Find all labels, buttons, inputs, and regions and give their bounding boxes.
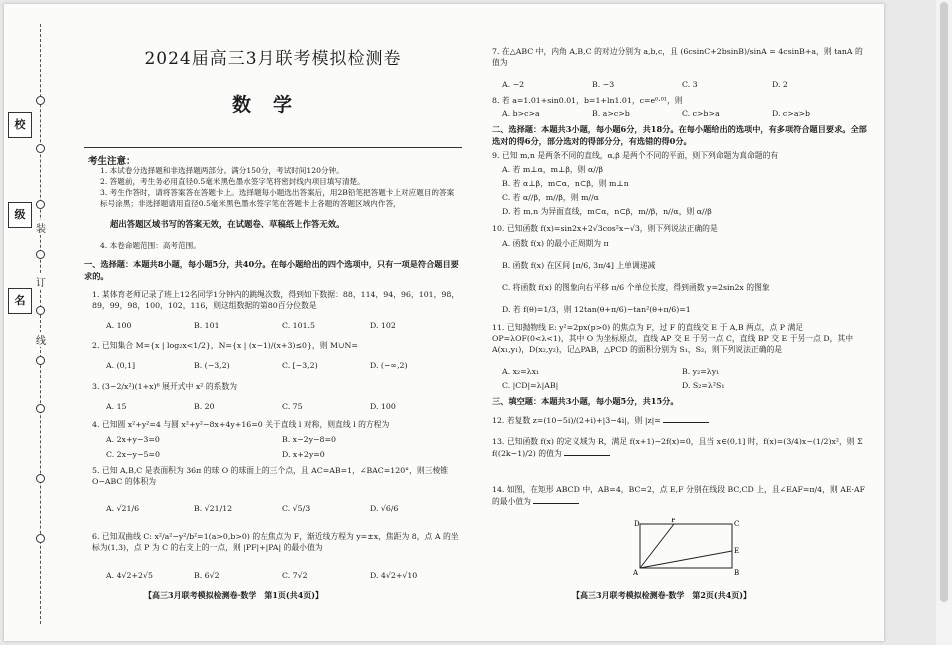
option-line: B. 函数 f(x) 在区间 [π/6, 3π/4] 上单调递减 [502, 261, 656, 270]
answer-blank [663, 414, 709, 423]
option: B. 6√2 [194, 571, 220, 580]
option: B. √21/12 [194, 504, 233, 513]
option: B. y₂=λy₁ [682, 367, 720, 376]
question-7: 7. 在△ABC 中，内角 A,B,C 的对边分别为 a,b,c，且 (6csinC+2bsinB)/sinA = 4csinB+a，则 tanA 的值为 [492, 47, 863, 67]
options-4a [106, 435, 458, 444]
footer-right: 【高三3月联考模拟检测卷·数学 第2页(共4页)】 [572, 590, 752, 600]
option: A. −2 [502, 80, 525, 89]
option: B. 20 [194, 402, 215, 411]
binding-hole [36, 356, 45, 365]
option: B. 101 [194, 321, 220, 330]
options-5 [106, 504, 458, 513]
option: B. a>c>b [592, 109, 630, 118]
notice-item-bold: 超出答题区域书写的答案无效，在试题卷、草稿纸上作答无效。 [110, 219, 345, 229]
question-12 [492, 414, 709, 426]
question-12-text: 12. 若复数 z=(10−5i)/(2+i)+|3−4i|，则 |z|= [492, 416, 661, 425]
binding-hole [36, 534, 45, 543]
label-b: B [734, 569, 740, 576]
options-7 [502, 80, 862, 89]
binding-hole [36, 404, 45, 413]
notice-item: 4. 本卷命题范围：高考范围。 [100, 241, 201, 250]
binding-char: 线 [36, 332, 46, 347]
question-14 [492, 484, 868, 507]
binding-hole [36, 96, 45, 105]
option: A. 100 [106, 321, 132, 330]
question-5: 5. 已知 A,B,C 是表面积为 36π 的球 O 的球面上的三个点，且 AC=AB=1，∠BAC=120°，则三棱锥 O−ABC 的体积为 [92, 466, 449, 486]
rectangle-abcd [640, 524, 732, 568]
binding-char: 装 [36, 220, 46, 235]
section3-heading: 三、填空题：本题共3小题，每小题5分，共15分。 [492, 396, 679, 406]
question-6: 6. 已知双曲线 C: x²/a²−y²/b²=1(a>0,b>0) 的左焦点为 F，渐近线方程为 y=±x，焦距为 8，点 A 的坐标为(1,3)，点 P 为 C 的右支上的一点，则 |PF|+|PA| 的最小值为 [92, 532, 459, 552]
option-line: B. 若 α⊥β，m⊂α，n⊂β，则 m⊥n [502, 179, 629, 188]
name-box: 名 [8, 288, 32, 314]
question-1: 1. 某体育老师记录了班上12名同学1分钟内的跳绳次数，得到如下数据：88，114，94，96，101，98，89，99，98，100，102，116，则这组数据的第80百分位数是 [92, 290, 460, 310]
section2-heading: 二、选择题：本题共3小题，每小题6分，共18分。在每小题给出的选项中，有多项符合题目要求。全部选对的得6分，部分选对的得部分分，有选错的得0分。 [492, 124, 867, 146]
subject-title: 数学 [231, 94, 314, 116]
options-11a [502, 367, 862, 376]
option-line: D. 若 m,n 为异面直线，m⊂α，n⊂β，m//β，n//α，则 α//β [502, 207, 712, 216]
question-14-text: 14. 如图，在矩形 ABCD 中，AB=4，BC=2，点 E,F 分别在线段 BC,CD 上，且∠EAF=π/4，则 AE·AF 的最小值为 [492, 485, 866, 506]
option-line: D. 若 f(θ)=1/3，则 12tan(θ+π/6)−tan²(θ+π/6)=1 [502, 305, 691, 314]
segment-af [640, 524, 674, 568]
binding-hole [36, 306, 45, 315]
notice-item: 3. 考生作答时，请将答案答在答题卡上。选择题每小题选出答案后，用2B铅笔把答题卡上对应题目的答案标号涂黑；非选择题请用直径0.5毫米黑色墨水签字笔在答题卡上各题的答题区域内作答， [100, 188, 455, 208]
option: D. 2 [772, 80, 788, 89]
divider [84, 147, 462, 148]
binding-hole [36, 250, 45, 259]
option: D. x+2y=0 [282, 450, 325, 459]
option-line: C. 将函数 f(x) 的图象向右平移 π/6 个单位长度，得到函数 y=2sin2x 的图象 [502, 283, 770, 292]
option: D. (−∞,2) [370, 361, 408, 370]
label-e: E [734, 547, 740, 555]
options-2 [106, 361, 458, 370]
option: C. 2x−y−5=0 [106, 450, 160, 459]
options-6 [106, 571, 458, 580]
option-line: C. 若 α//β，m//β，则 m//α [502, 193, 599, 202]
question-13 [492, 436, 868, 459]
binding-hole [36, 144, 45, 153]
binding-hole [36, 200, 45, 209]
option: A. √21/6 [106, 504, 140, 513]
notice-item: 1. 本试卷分选择题和非选择题两部分。满分150分，考试时间120分钟。 [100, 166, 344, 175]
options-3 [106, 402, 458, 411]
question-10: 10. 已知函数 f(x)=sin2x+2√3cos²x−√3，则下列说法正确的是 [492, 224, 718, 233]
label-f: F [671, 518, 676, 524]
segment-ae [640, 551, 732, 568]
option: C. 3 [682, 80, 698, 89]
label-a: A [633, 569, 639, 576]
answer-blank [533, 495, 579, 504]
option: D. 4√2+√10 [370, 571, 418, 580]
option: D. c>a>b [772, 109, 811, 118]
option: B. x−2y−8=0 [282, 435, 336, 444]
option: C. c>b>a [682, 109, 720, 118]
scrollbar-thumb[interactable] [940, 2, 948, 602]
option: C. 101.5 [282, 321, 315, 330]
notice-title: 考生注意： [88, 156, 136, 167]
option: A. 2x+y−3=0 [106, 435, 160, 444]
options-11b [502, 381, 862, 390]
question-2: 2. 已知集合 M={x | log₂x<1/2}，N={x | (x−1)/(x+3)≤0}，则 M∪N= [92, 341, 358, 350]
option: C. √5/3 [282, 504, 311, 513]
question-13-text: 13. 已知函数 f(x) 的定义域为 R，满足 f(x+1)−2f(x)=0，且当 x∈(0,1] 时，f(x)=(3/4)x−(1/2)x²，则 Σ f((2k−1)/2) 的值为 [492, 437, 863, 458]
option: A. 15 [106, 402, 127, 411]
option: C. 75 [282, 402, 303, 411]
notice-item: 2. 答题前，考生务必用直径0.5毫米黑色墨水签字笔将密封线内项目填写清楚。 [100, 177, 365, 186]
option: B. (−3,2) [194, 361, 230, 370]
footer-left: 【高三3月联考模拟检测卷·数学 第1页(共4页)】 [144, 590, 324, 600]
question-4: 4. 已知圆 x²+y²=4 与圆 x²+y²−8x+4y+16=0 关于直线 l 对称，则直线 l 的方程为 [92, 420, 390, 429]
label-d: D [634, 520, 640, 528]
binding-hole [36, 474, 45, 483]
question-9: 9. 已知 m,n 是两条不同的直线，α,β 是两个不同的平面，则下列命题为真命题的有 [492, 151, 779, 160]
option: A. b>c>a [502, 109, 540, 118]
option: D. S₂=λ²S₁ [682, 381, 725, 390]
options-1 [106, 321, 458, 330]
option: B. −3 [592, 80, 615, 89]
option: A. 4√2+2√5 [106, 571, 153, 580]
rectangle-figure [632, 518, 742, 576]
option-line: A. 若 m⊥α，m⊥β，则 α//β [502, 165, 603, 174]
question-11: 11. 已知抛物线 E: y²=2px(p>0) 的焦点为 F，过 F 的直线交 E 于 A,B 两点，点 P 满足 OP=λOF(0<λ<1)，其中 O 为坐标原点，直线 AP 交 E 于另一点 C，直线 BP 交 E 于另一点 D，其中 A(x₁,y₁)，D(x₂,y₂)，记△PAB，△PCD 的面积分别为 S₁，S₂，则下列说法正确的是 [492, 323, 854, 354]
answer-blank [564, 447, 610, 456]
option: C. |CD|=λ|AB| [502, 381, 559, 390]
option: D. 102 [370, 321, 396, 330]
school-box: 校 [8, 112, 32, 138]
exam-title: 2024届高三3月联考模拟检测卷 [144, 49, 402, 69]
option: C. 7√2 [282, 571, 308, 580]
class-box: 级 [8, 202, 32, 228]
binding-char: 订 [36, 274, 46, 289]
options-4b [106, 450, 458, 459]
exam-page [4, 4, 884, 641]
section1-heading: 一、选择题：本题共8小题，每小题5分，共40分。在每小题给出的四个选项中，只有一项是符合题目要求的。 [84, 259, 459, 281]
option: A. (0,1] [106, 361, 136, 370]
option: D. √6/6 [370, 504, 399, 513]
label-c: C [734, 520, 740, 528]
option: A. x₂=λx₁ [502, 367, 540, 376]
option: D. 100 [370, 402, 396, 411]
vertical-scrollbar[interactable] [936, 0, 952, 645]
options-8 [502, 109, 862, 118]
option: C. [−3,2) [282, 361, 318, 370]
question-3: 3. (3−2/x²)(1+x)⁶ 展开式中 x² 的系数为 [92, 382, 238, 391]
option-line: A. 函数 f(x) 的最小正周期为 π [502, 239, 609, 248]
question-8: 8. 若 a=1.01+sin0.01，b=1+ln1.01，c=e⁰·⁰¹，则 [492, 96, 683, 105]
